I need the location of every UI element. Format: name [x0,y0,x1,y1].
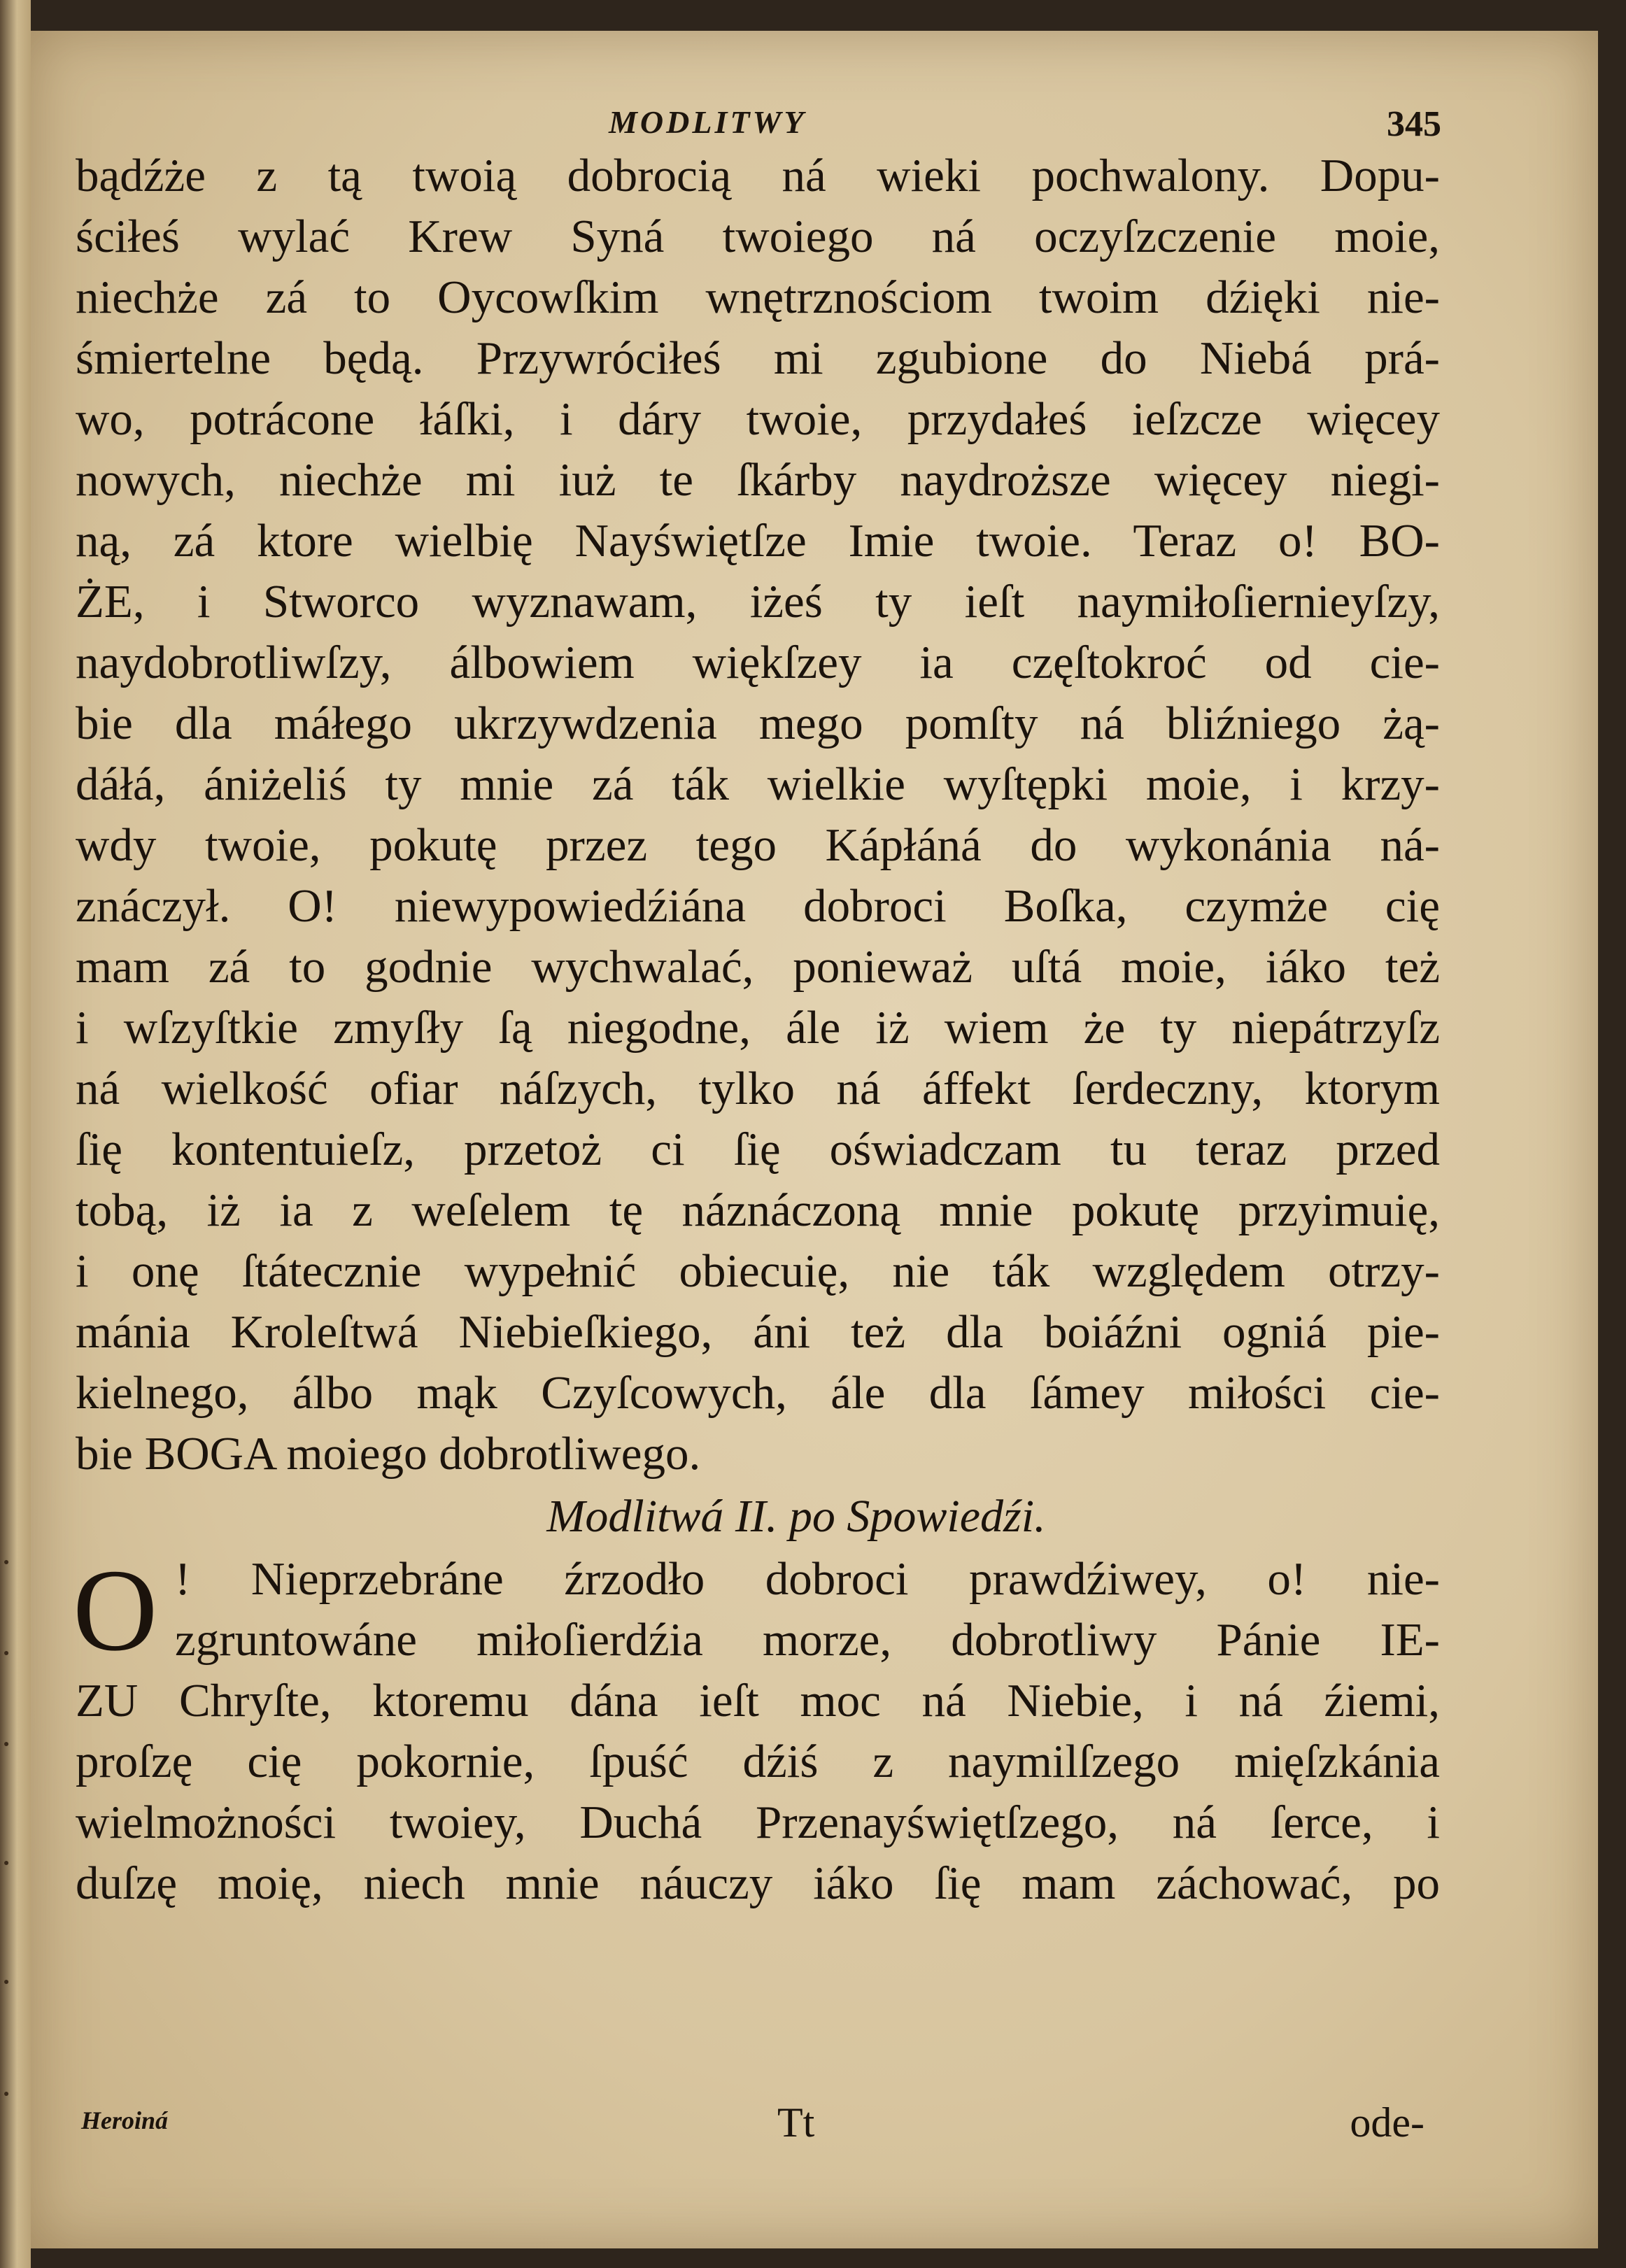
quire-signature: Tt [777,2099,815,2146]
section-heading: Modlitwá II. po Spowiedźi. [546,1491,1046,1542]
text-line: dáłá, ániżeliś ty mnie zá ták wielkie wyſtępki moie, i krzy- [76,758,1440,810]
text-line: bie BOGA moiego dobrotliwego. [76,1428,701,1480]
text-line: duſzę moię, niech mnie náuczy iáko ſię mam záchować, po [76,1857,1440,1909]
text-line: nowych, niechże mi iuż te ſkárby naydroższe więcey niegi- [76,454,1440,506]
drop-cap: O [73,1545,158,1675]
text-line: wielmożności twoiey, Duchá Przenayświętſzego, ná ſerce, i [76,1796,1440,1848]
text-line: ! Nieprzebráne źrzodło dobroci prawdźiwey, o! nie- [175,1553,1440,1605]
text-line: i wſzyſtkie zmyſły ſą niegodne, ále iż wiem że ty niepátrzyſz [76,1002,1440,1054]
text-line: bie dla máłego ukrzywdzenia mego pomſty ná bliźniego żą- [76,697,1440,749]
text-line: ZU Chryſte, ktoremu dána ieſt moc ná Niebie, i ná źiemi, [76,1675,1440,1727]
text-line: zgruntowáne miłoſierdźia morze, dobrotliwy Pánie IE- [175,1614,1440,1666]
text-line: kielnego, álbo mąk Czyſcowych, ále dla ſámey miłości cie- [76,1367,1440,1419]
running-head [70,104,1441,146]
text-line: mam zá to godnie wychwalać, ponieważ uſtá moie, iáko też [76,941,1440,993]
text-line: mánia Kroleſtwá Niebieſkiego, áni też dla boiáźni ogniá pie- [76,1306,1440,1358]
catchword: ode- [1350,2099,1424,2146]
text-line: wo, potrácone łáſki, i dáry twoie, przydałeś ieſzcze więcey [76,393,1440,445]
body-text [73,146,1440,1914]
text-line: ną, zá ktore wielbię Nayświętſze Imie twoie. Teraz o! BO- [76,515,1440,567]
facing-page-marks [1,1560,13,2190]
text-line: proſzę cię pokornie, ſpuść dźiś z naymilſzego mięſzkánia [76,1736,1440,1787]
text-line: ściłeś wylać Krew Syná twoiego ná oczyſzczenie moie, [76,211,1440,262]
text-line: ſię kontentuieſz, przetoż ci ſię oświadczam tu teraz przed [76,1124,1440,1175]
running-title: MODLITWY [609,104,807,140]
text-line: tobą, iż ia z weſelem tę náznáczoną mnie pokutę przyimuię, [76,1184,1440,1236]
page-footer [81,2099,1424,2148]
text-line: wdy twoie, pokutę przez tego Kápłáná do wykonánia ná- [76,819,1440,871]
page-number: 345 [1387,104,1441,144]
text-line: i onę ſtátecznie wypełnić obiecuię, nie ták względem otrzy- [76,1245,1440,1297]
text-line: znáczył. O! niewypowiedźiána dobroci Boſka, czymże cię [76,880,1440,932]
text-line: naydobrotliwſzy, álbowiem więkſzey ia częſtokroć od cie- [76,637,1440,688]
text-line: ŻE, i Stworco wyznawam, iżeś ty ieſt naymiłoſiernieyſzy, [76,576,1440,628]
text-line: śmiertelne będą. Przywróciłeś mi zgubione do Niebá prá- [76,332,1440,384]
text-line: niechże zá to Oycowſkim wnętrznościom twoim dźięki nie- [76,271,1440,323]
text-line: ná wielkość ofiar náſzych, tylko ná áffekt ſerdeczny, ktorym [76,1063,1440,1114]
text-line: bądźże z tą twoią dobrocią ná wieki pochwalony. Dopu- [76,150,1440,201]
signature-mark: Heroiná [81,2106,169,2134]
prayer-paragraph [73,1545,1440,1914]
facing-page-edge [0,0,31,2268]
